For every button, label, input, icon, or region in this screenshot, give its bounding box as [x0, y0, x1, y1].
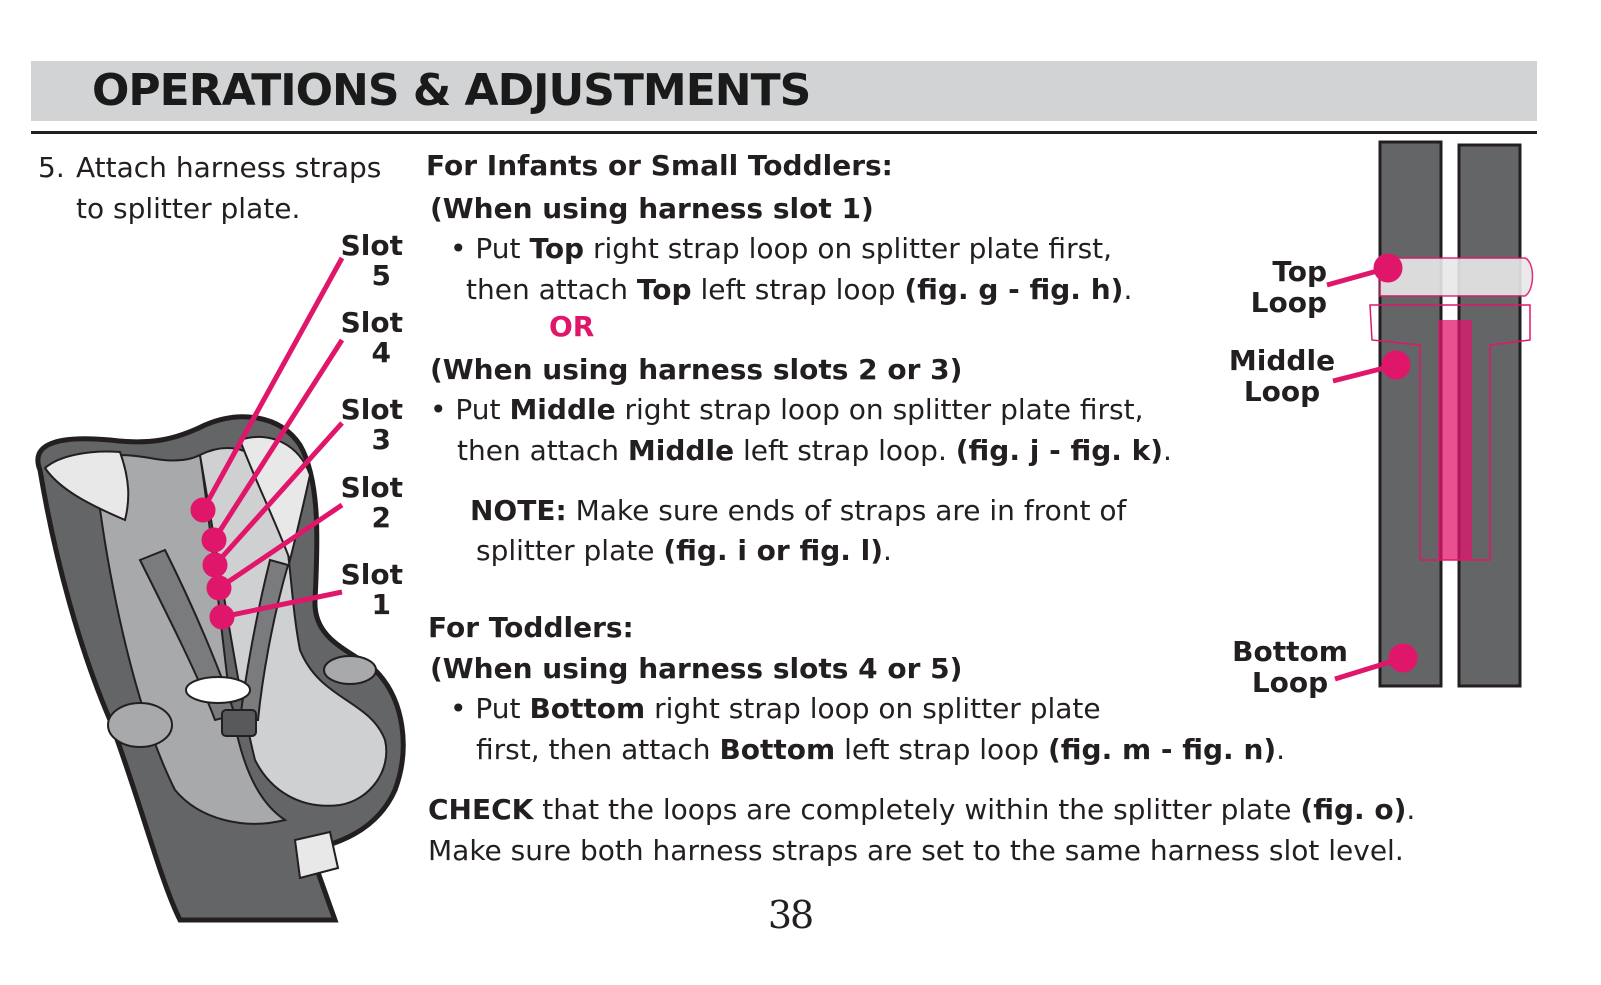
infants-subheading: (When using harness slot 1) [430, 192, 874, 225]
infants-heading: For Infants or Small Toddlers: [426, 149, 893, 182]
check-line-2: Make sure both harness straps are set to the same harness slot level. [428, 834, 1404, 867]
slot-label-2: Slot 2 [340, 471, 403, 534]
step-number: 5. [38, 151, 65, 184]
slot-label-1: Slot 1 [340, 558, 403, 621]
step-line-1: Attach harness straps [76, 151, 382, 184]
slots23-subheading: (When using harness slots 2 or 3) [430, 353, 963, 386]
toddlers-line-1: • Put Bottom right strap loop on splitter plate [450, 692, 1101, 725]
page-title: OPERATIONS & ADJUSTMENTS [92, 65, 811, 116]
top-loop-label: Top Loop [1250, 255, 1327, 319]
note-line-2: splitter plate (fig. i or fig. l). [476, 534, 892, 567]
infants-line-2: then attach Top left strap loop (fig. g - fig. h). [466, 273, 1133, 306]
slot-label-4: Slot 4 [340, 306, 403, 369]
step-line-2: to splitter plate. [76, 192, 301, 225]
bottom-loop-label: Bottom Loop [1232, 635, 1348, 699]
slots23-line-1: • Put Middle right strap loop on splitter plate first, [430, 393, 1144, 426]
slot-label-3: Slot 3 [340, 393, 403, 456]
toddlers-heading: For Toddlers: [428, 611, 634, 644]
note-line-1: NOTE: Make sure ends of straps are in front of [470, 494, 1127, 527]
middle-loop-label: Middle Loop [1228, 344, 1336, 408]
splitter-strap-illustration [1370, 142, 1533, 686]
or-separator: OR [549, 310, 595, 343]
check-line-1: CHECK that the loops are completely within the splitter plate (fig. o). [428, 793, 1416, 826]
toddlers-subheading: (When using harness slots 4 or 5) [430, 652, 963, 685]
slot-label-5: Slot 5 [340, 229, 403, 292]
page-number: 38 [767, 893, 813, 937]
slots23-line-2: then attach Middle left strap loop. (fig. j - fig. k). [457, 434, 1172, 467]
infants-line-1: • Put Top right strap loop on splitter plate first, [450, 232, 1113, 265]
toddlers-line-2: first, then attach Bottom left strap loop (fig. m - fig. n). [476, 733, 1286, 766]
